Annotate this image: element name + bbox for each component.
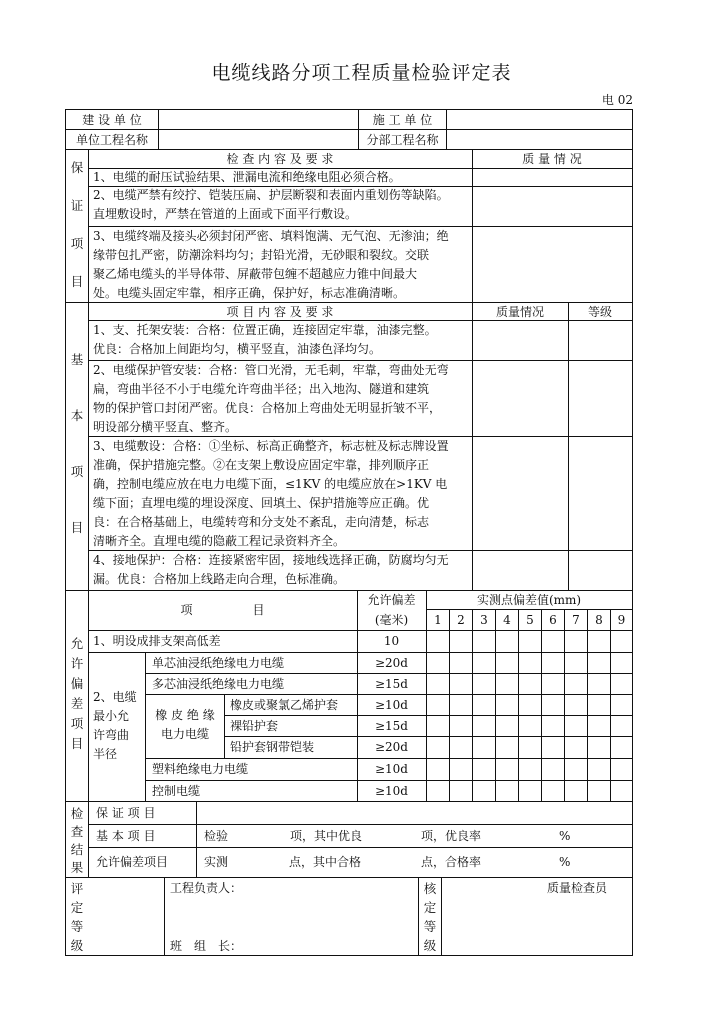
row-value: ≥10d xyxy=(374,784,408,798)
basic-item-3: 3、电缆敷设：合格：①坐标、标高正确整齐，标志桩及标志牌设置 准确，保护措施完整。②在支架上敷设应固定牢靠，排列顺序正 确，控制电缆应放在电力电缆下面，≤1KV 的电缆应放在>1KV 电 缆下面；直埋电缆的埋设深度、回填土、保护措施等应正确。优 良：在合格基础上，电缆转弯和分支处不紊乱，走向清楚，标志 清晰齐全。直埋电缆的隐蔽工程记录资料齐全。 xyxy=(93,439,449,548)
point-header: 5 xyxy=(526,613,534,627)
row-name: 裸铅护套 xyxy=(230,719,279,733)
point-header: 2 xyxy=(457,613,465,627)
row-name: 塑料绝缘电力电缆 xyxy=(152,762,249,776)
row-value: ≥15d xyxy=(374,719,408,733)
form-code: 电 02 xyxy=(601,93,633,107)
point-header: 7 xyxy=(572,613,580,627)
result-guarantee-label: 保 证 项 目 xyxy=(96,806,156,820)
guarantee-item-1: 1、电缆的耐压试验结果、泄漏电流和绝缘电阻必须合格。 xyxy=(93,170,401,184)
basic-side-label: 基 本 项 目 xyxy=(70,352,84,535)
team-leader-label: 班 组 长： xyxy=(170,939,243,953)
basic-heading: 项 目 内 容 及 要 求 xyxy=(226,305,334,319)
allowance-unit: (毫米) xyxy=(374,613,409,627)
bend-radius-group-label: 2、电缆 最小允 许弯曲 半径 xyxy=(93,690,137,761)
basic-quality-heading: 质量情况 xyxy=(495,305,544,319)
result-item-text: 项，其中优良 xyxy=(290,829,363,843)
row-bracket-height-label: 1、明设成排支架高低差 xyxy=(93,634,221,648)
result-percent: % xyxy=(559,829,571,843)
point-header: 6 xyxy=(549,613,557,627)
measured-heading: 实测点偏差值(mm) xyxy=(476,593,582,607)
contractor-label: 施 工 单 位 xyxy=(372,113,433,127)
row-name: 多芯油浸纸绝缘电力电缆 xyxy=(152,677,285,691)
allowance-heading: 允许偏差 xyxy=(367,593,416,607)
point-header: 8 xyxy=(595,613,603,627)
row-value: ≥20d xyxy=(374,740,408,754)
sub-project-label: 分部工程名称 xyxy=(366,133,439,147)
result-inspect-label: 检验 xyxy=(204,829,229,843)
tolerance-side-label: 允 许 偏 差 项 目 xyxy=(70,636,84,751)
rubber-cable-label: 橡 皮 绝 缘 电力电缆 xyxy=(155,708,215,741)
result-point-text: 点，其中合格 xyxy=(289,855,362,869)
basic-item-2: 2、电缆保护管安装：合格：管口光滑，无毛刺，牢靠，弯曲处无弯 扁，弯曲半径不小于电缆允许弯曲半径；出入地沟、隧道和建筑 物的保护管口封闭严密。优良：合格加上弯曲处无明显折皱不平， 明设部分横平竖直、整齐。 xyxy=(93,363,449,434)
guarantee-quality-heading: 质 量 情 况 xyxy=(522,152,582,166)
tolerance-item-heading: 项 目 xyxy=(180,603,265,617)
basic-item-4: 4、接地保护：合格：连接紧密牢固，接地线选择正确，防腐均匀无 漏。优良：合格加上线路走向合理，色标准确。 xyxy=(93,553,449,586)
row-value: ≥10d xyxy=(374,698,408,712)
row-name: 控制电缆 xyxy=(152,784,201,798)
basic-item-1: 1、支、托架安装：合格：位置正确，连接固定牢靠，油漆完整。 优良：合格加上间距均匀，横平竖直，油漆色泽均匀。 xyxy=(93,323,437,356)
guarantee-heading: 检 查 内 容 及 要 求 xyxy=(226,152,334,166)
basic-grade-heading: 等级 xyxy=(587,305,612,319)
quality-inspector-label: 质量检查员 xyxy=(547,881,608,895)
project-manager-label: 工程负责人： xyxy=(170,881,243,895)
guarantee-item-2: 2、电缆严禁有绞拧、铠装压扁、护层断裂和表面内重划伤等缺陷。 直埋敷设时，严禁在管道的上面或下面平行敷设。 xyxy=(93,188,449,221)
row-value: ≥10d xyxy=(374,762,408,776)
row-name: 单芯油浸纸绝缘电力电缆 xyxy=(152,656,285,670)
result-point-text-2: 点，合格率 xyxy=(421,855,482,869)
page-title: 电缆线路分项工程质量检验评定表 xyxy=(211,62,512,84)
result-percent: % xyxy=(559,855,571,869)
project-name-label: 单位工程名称 xyxy=(75,133,148,147)
guarantee-side-label: 保 证 项 目 xyxy=(70,160,84,289)
row-name: 橡皮或聚氯乙烯护套 xyxy=(230,698,339,712)
point-header: 3 xyxy=(480,613,488,627)
result-measure-label: 实测 xyxy=(204,855,229,869)
row-value: ≥20d xyxy=(374,656,408,670)
row-value: ≥15d xyxy=(374,677,408,691)
verify-grade-label: 核 定 等 级 xyxy=(423,881,437,953)
point-header: 9 xyxy=(617,613,626,627)
result-item-text-2: 项，优良率 xyxy=(421,829,482,843)
rating-side-label: 评 定 等 级 xyxy=(70,881,84,953)
result-tolerance-label: 允许偏差项目 xyxy=(96,855,169,869)
result-basic-label: 基 本 项 目 xyxy=(96,829,156,843)
point-header: 4 xyxy=(503,613,511,627)
row-name: 铅护套钢带铠装 xyxy=(230,740,315,754)
result-side-label: 检 查 结 果 xyxy=(70,806,84,875)
guarantee-item-3: 3、电缆终端及接头必须封闭严密、填料饱满、无气泡、无渗油；绝 缘带包扎严密，防潮涂料均匀；封铅光滑，无砂眼和裂纹。交联 聚乙烯电缆头的半导体带、屏蔽带包缠不超越应力锥中间最大 处。电缆头固定牢靠，相序正确，保护好，标志准确清晰。 xyxy=(93,229,449,300)
row-bracket-height-value: 10 xyxy=(383,634,400,648)
point-header: 1 xyxy=(434,613,442,627)
construction-unit-label: 建 设 单 位 xyxy=(82,113,142,127)
